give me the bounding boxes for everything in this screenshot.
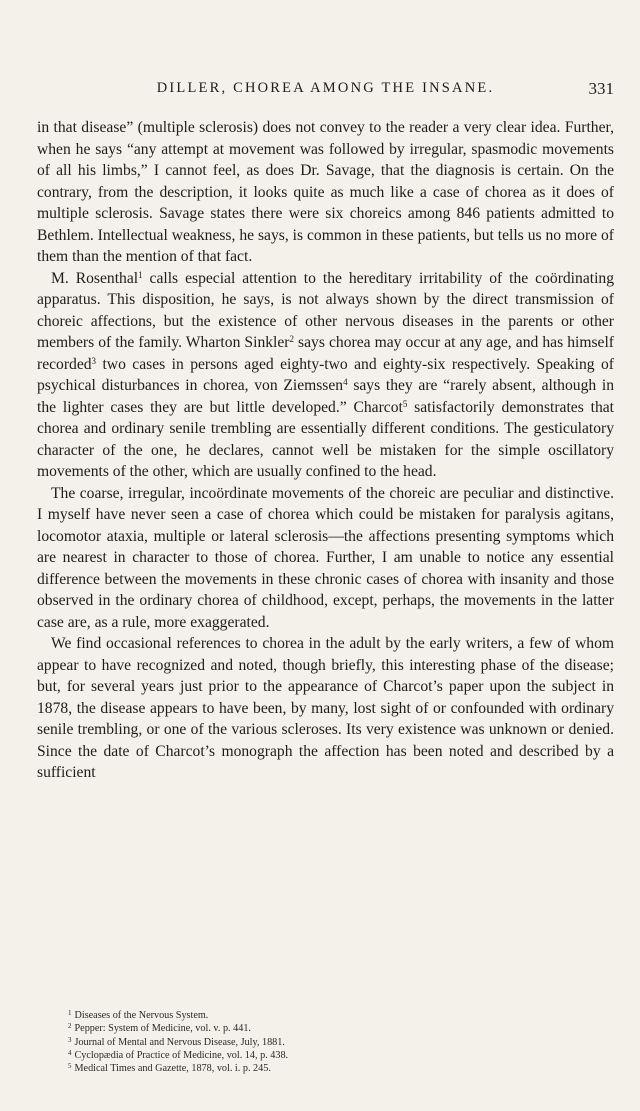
footnote-mark: 5 — [68, 1062, 72, 1071]
footnote-reference: 3 — [91, 355, 97, 366]
paragraph — [37, 117, 614, 268]
footnote-reference: 5 — [402, 398, 408, 409]
footnote-text: Journal of Mental and Nervous Disease, July, 1881. — [74, 1036, 285, 1048]
paragraph-text: in that disease” (multiple sclerosis) does not convey to the reader a very clear idea. Further, when he says “any attempt at movement was followed by irregular, spasmodic movements of all his limbs,” I cannot feel, as does Dr. Savage, that the diagnosis is certain. On the contrary, from the description, it looks quite as much like a case of chorea as it does of multiple sclerosis. Savage states there were six choreics among 846 patients admitted to Bethlem. Intellectual weakness, he says, is common in these patients, but tells us no more of them than the mention of that fact. — [37, 119, 614, 265]
footnote-text: Pepper: System of Medicine, vol. v. p. 441. — [74, 1023, 251, 1035]
paragraph — [37, 268, 614, 483]
footnote-text: Cyclopædia of Practice of Medicine, vol. 14, p. 438. — [74, 1049, 289, 1061]
footnote-reference: 4 — [343, 377, 348, 387]
paragraph-text: We find occasional references to chorea in the adult by the early writers, a few of whom appear to have recognized and noted, though briefly, this interesting phase of the disease; but, for several years just prior to the appearance of Charcot’s paper upon the subject in 1878, the disease appears to have been, by many, lost sight of or confounded with ordinary senile trembling, or one of the various scleroses. Its very existence was unknown or denied. Since the date of Charcot’s monograph the affection has been noted and described by a sufficient — [37, 635, 614, 781]
footnote-mark: 3 — [68, 1035, 72, 1044]
paragraph-text: satisfactorily demonstrates that chorea and ordinary senile trembling are essentially different conditions. The gesticulatory character of the one, he declares, cannot well be mistaken for the simple oscillatory movements of the other, which are usually confined to the head. — [37, 398, 614, 480]
paragraph-text: calls especial attention to the hereditary irritability of the coördinating apparatus. This disposition, he says, is not always shown by the direct transmission of choreic affections, but the existence of other nervous diseases in the parents or other members of the family. Wharton Sinkler — [37, 269, 614, 351]
footnote-text: Medical Times and Gazette, 1878, vol. i. p. 245. — [74, 1063, 271, 1075]
footnote — [68, 1009, 614, 1022]
paragraph-text: says they are “rarely absent, although in the lighter cases they are but little developed.” Charcot — [37, 377, 615, 416]
paragraph — [37, 483, 614, 634]
footnote-reference: 2 — [289, 334, 294, 344]
footnote — [68, 1036, 614, 1049]
footnotes — [68, 1009, 614, 1075]
footnote-reference: 1 — [138, 269, 143, 280]
page-number: 331 — [588, 79, 614, 98]
footnote-text: Diseases of the Nervous System. — [74, 1010, 209, 1021]
footnote-mark: 1 — [68, 1009, 72, 1017]
paragraph-text: M. Rosenthal — [51, 269, 139, 287]
paragraph-text: two cases in persons aged eighty-two and eighty-six respectively. Speaking of psychical disturbances in chorea, von Ziemssen — [37, 355, 614, 394]
paragraph — [37, 633, 614, 784]
body-text — [37, 117, 614, 784]
footnote — [68, 1049, 614, 1062]
running-head — [37, 80, 614, 102]
footnote-mark: 4 — [68, 1048, 72, 1057]
footnote — [68, 1022, 614, 1035]
running-title: DILLER, CHOREA AMONG THE INSANE. — [156, 80, 495, 96]
paragraph-text: The coarse, irregular, incoördinate movements of the choreic are peculiar and distinctive. I myself have never seen a case of chorea which could be mistaken for paralysis agitans, locomotor ataxia, multiple or lateral sclerosis—the affections presenting symptoms which are nearest in character to those of chorea. Further, I am unable to notice any essential difference between the movements in these chronic cases of chorea with insanity and those observed in the ordinary chorea of childhood, except, perhaps, the movements in the latter case are, as a rule, more exaggerated. — [37, 484, 614, 631]
paragraph-text: says chorea may occur at any age, and has himself recorded — [37, 334, 614, 373]
footnote-mark: 2 — [68, 1022, 72, 1031]
footnote — [68, 1062, 614, 1075]
